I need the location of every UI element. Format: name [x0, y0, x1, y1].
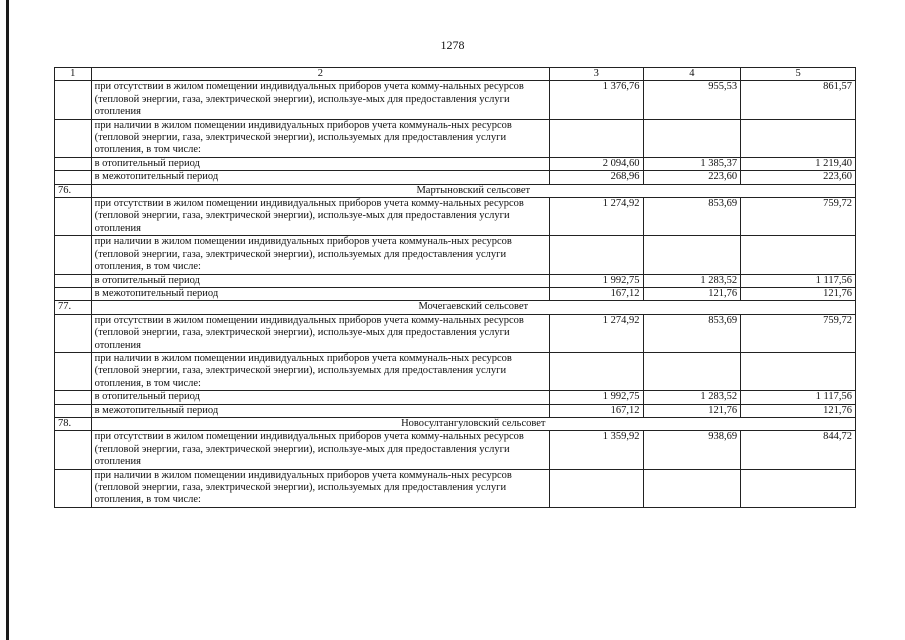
value-cell: 853,69: [643, 198, 741, 236]
value-cell: 853,69: [643, 314, 741, 352]
value-cell: [643, 236, 741, 274]
row-number-cell: [55, 314, 92, 352]
value-cell: 955,53: [643, 81, 741, 119]
row-description: при наличии в жилом помещении индивидуальных приборов учета коммуналь-ных ресурсов (тепловой энергии, газа, электрической энергии), используемых для предоставления услуги отопления, в том числе:: [91, 236, 549, 274]
value-cell: [643, 469, 741, 507]
table-row: [55, 314, 856, 352]
table-row: [55, 431, 856, 469]
period-label: в отопительный период: [91, 274, 549, 287]
value-cell: 1 359,92: [550, 431, 644, 469]
value-cell: 1 274,92: [550, 198, 644, 236]
table-row: [55, 287, 856, 300]
table-row: [55, 274, 856, 287]
period-label: в отопительный период: [91, 391, 549, 404]
value-cell: [741, 119, 856, 157]
value-cell: 121,76: [741, 404, 856, 417]
section-number: 76.: [55, 184, 92, 197]
row-description: при наличии в жилом помещении индивидуальных приборов учета коммуналь-ных ресурсов (тепловой энергии, газа, электрической энергии), используемых для предоставления услуги отопления, в том числе:: [91, 469, 549, 507]
section-row: [55, 417, 856, 430]
value-cell: 1 117,56: [741, 274, 856, 287]
value-cell: 268,96: [550, 171, 644, 184]
column-header: 3: [550, 68, 644, 81]
value-cell: 759,72: [741, 198, 856, 236]
value-cell: [741, 352, 856, 390]
table-row: [55, 404, 856, 417]
section-row: [55, 301, 856, 314]
value-cell: 1 283,52: [643, 391, 741, 404]
value-cell: [550, 352, 644, 390]
table-row: [55, 469, 856, 507]
value-cell: [741, 236, 856, 274]
row-description: при отсутствии в жилом помещении индивидуальных приборов учета комму-нальных ресурсов (тепловой энергии, газа, электрической энергии), используе-мых для предоставления услуги отопления: [91, 81, 549, 119]
column-number-row: [55, 68, 856, 81]
section-title: Новосултангуловский сельсовет: [91, 417, 855, 430]
row-description: при наличии в жилом помещении индивидуальных приборов учета коммуналь-ных ресурсов (тепловой энергии, газа, электрической энергии), используемых для предоставления услуги отопления, в том числе:: [91, 352, 549, 390]
value-cell: [550, 236, 644, 274]
column-header: 4: [643, 68, 741, 81]
value-cell: 121,76: [643, 287, 741, 300]
row-number-cell: [55, 287, 92, 300]
section-number: 77.: [55, 301, 92, 314]
page-number: 1278: [440, 38, 465, 52]
value-cell: [550, 469, 644, 507]
column-header: 1: [55, 68, 92, 81]
value-cell: 861,57: [741, 81, 856, 119]
value-cell: 1 219,40: [741, 157, 856, 170]
value-cell: 121,76: [643, 404, 741, 417]
table-row: [55, 391, 856, 404]
row-number-cell: [55, 352, 92, 390]
row-number-cell: [55, 171, 92, 184]
value-cell: 223,60: [643, 171, 741, 184]
value-cell: 1 376,76: [550, 81, 644, 119]
scan-edge-line: [6, 0, 9, 640]
value-cell: [550, 119, 644, 157]
value-cell: [643, 119, 741, 157]
value-cell: 167,12: [550, 404, 644, 417]
value-cell: 167,12: [550, 287, 644, 300]
value-cell: 759,72: [741, 314, 856, 352]
row-description: при наличии в жилом помещении индивидуальных приборов учета коммуналь-ных ресурсов (тепловой энергии, газа, электрической энергии), используемых для предоставления услуги отопления, в том числе:: [91, 119, 549, 157]
column-header: 5: [741, 68, 856, 81]
section-row: [55, 184, 856, 197]
section-title: Мартыновский сельсовет: [91, 184, 855, 197]
table-row: [55, 171, 856, 184]
row-number-cell: [55, 119, 92, 157]
value-cell: 121,76: [741, 287, 856, 300]
value-cell: 1 992,75: [550, 274, 644, 287]
row-number-cell: [55, 81, 92, 119]
table-row: [55, 352, 856, 390]
value-cell: 1 385,37: [643, 157, 741, 170]
value-cell: 938,69: [643, 431, 741, 469]
section-number: 78.: [55, 417, 92, 430]
period-label: в межотопительный период: [91, 404, 549, 417]
row-number-cell: [55, 469, 92, 507]
period-label: в межотопительный период: [91, 171, 549, 184]
tariff-table: [54, 67, 856, 508]
section-title: Мочегаевский сельсовет: [91, 301, 855, 314]
column-header: 2: [91, 68, 549, 81]
row-description: при отсутствии в жилом помещении индивидуальных приборов учета комму-нальных ресурсов (тепловой энергии, газа, электрической энергии), используе-мых для предоставления услуги отопления: [91, 198, 549, 236]
value-cell: [741, 469, 856, 507]
value-cell: 1 117,56: [741, 391, 856, 404]
value-cell: 2 094,60: [550, 157, 644, 170]
period-label: в межотопительный период: [91, 287, 549, 300]
table-row: [55, 157, 856, 170]
row-number-cell: [55, 391, 92, 404]
value-cell: [643, 352, 741, 390]
row-description: при отсутствии в жилом помещении индивидуальных приборов учета комму-нальных ресурсов (тепловой энергии, газа, электрической энергии), используе-мых для предоставления услуги отопления: [91, 431, 549, 469]
value-cell: 223,60: [741, 171, 856, 184]
table-row: [55, 236, 856, 274]
tariff-table-body: [55, 68, 856, 508]
row-number-cell: [55, 274, 92, 287]
table-row: [55, 198, 856, 236]
value-cell: 1 992,75: [550, 391, 644, 404]
row-number-cell: [55, 157, 92, 170]
value-cell: 1 283,52: [643, 274, 741, 287]
row-number-cell: [55, 404, 92, 417]
value-cell: 1 274,92: [550, 314, 644, 352]
table-row: [55, 81, 856, 119]
period-label: в отопительный период: [91, 157, 549, 170]
value-cell: 844,72: [741, 431, 856, 469]
row-number-cell: [55, 236, 92, 274]
table-row: [55, 119, 856, 157]
row-number-cell: [55, 198, 92, 236]
row-number-cell: [55, 431, 92, 469]
row-description: при отсутствии в жилом помещении индивидуальных приборов учета комму-нальных ресурсов (тепловой энергии, газа, электрической энергии), используе-мых для предоставления услуги отопления: [91, 314, 549, 352]
